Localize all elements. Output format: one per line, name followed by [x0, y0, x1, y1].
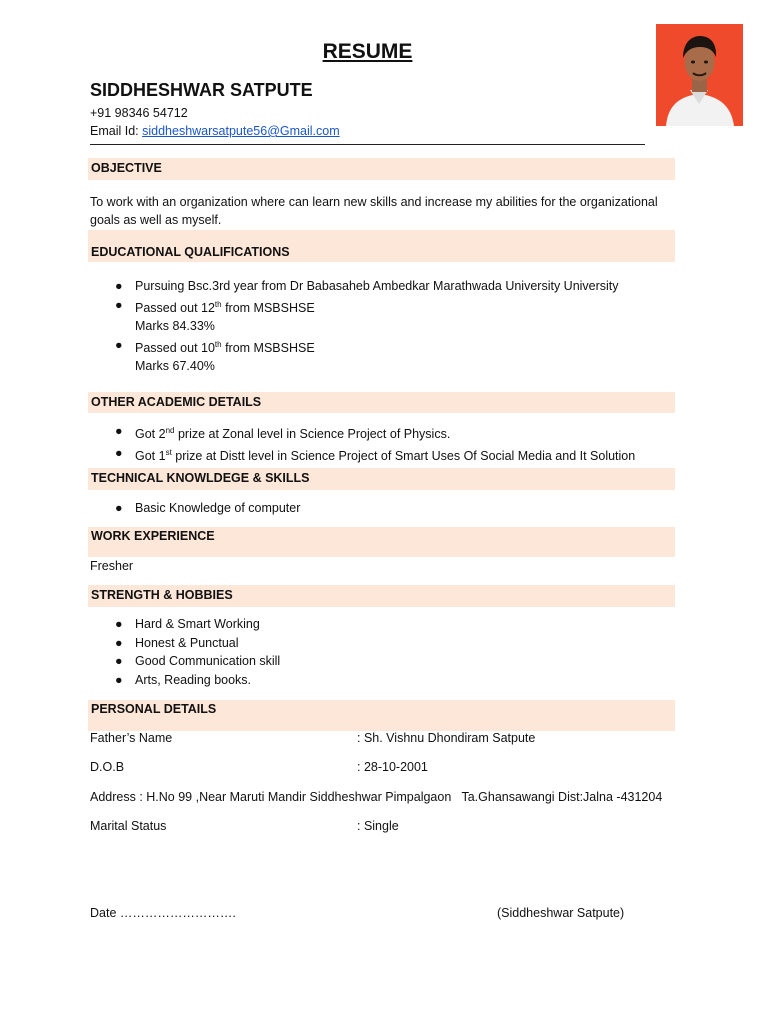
- bullet-icon: ●: [115, 424, 123, 438]
- superscript: th: [214, 299, 222, 309]
- section-header-personal: [88, 700, 675, 731]
- list-item: [90, 671, 280, 690]
- list-item: [90, 634, 280, 653]
- section-header-academic: [88, 392, 675, 413]
- list-item-text: from MSBSHSE: [221, 300, 315, 315]
- list-item: [90, 652, 280, 671]
- list-item: [90, 444, 635, 466]
- list-item: [90, 336, 619, 376]
- candidate-name: SIDDHESHWAR SATPUTE: [90, 80, 313, 100]
- objective-line: To work with an organization where can learn new skills and increase my abilities for the organizational: [90, 195, 658, 209]
- list-item-text: Good Communication skill: [135, 654, 281, 668]
- section-header-objective: [88, 158, 675, 180]
- marital-status-value: : Single: [357, 819, 399, 833]
- list-item-text: Pursuing Bsc.3rd year from Dr Babasaheb Ambedkar Marathwada University University: [135, 279, 619, 293]
- father-name-label: Father’s Name: [90, 731, 173, 745]
- technical-list: [90, 499, 300, 518]
- bullet-icon: ●: [115, 672, 123, 687]
- section-title: TECHNICAL KNOWLDEGE & SKILLS: [91, 471, 310, 485]
- superscript: th: [214, 339, 222, 349]
- list-item-text: prize at Distt level in Science Project of Smart Uses Of Social Media and It Solution: [171, 448, 636, 463]
- list-item: [90, 277, 619, 296]
- section-title: EDUCATIONAL QUALIFICATIONS: [91, 245, 290, 259]
- list-item-text: prize at Zonal level in Science Project of Physics.: [174, 427, 451, 442]
- dob-value: : 28-10-2001: [357, 760, 428, 774]
- list-item: [90, 499, 300, 518]
- dob-label: D.O.B: [90, 760, 125, 774]
- person-photo-icon: [656, 24, 743, 126]
- bullet-icon: ●: [115, 337, 123, 352]
- email-label: Email Id:: [90, 124, 143, 138]
- section-title: OTHER ACADEMIC DETAILS: [91, 395, 262, 409]
- section-title: PERSONAL DETAILS: [91, 702, 217, 716]
- bullet-icon: ●: [115, 635, 123, 650]
- superscript: st: [165, 447, 172, 457]
- objective-text: [90, 193, 658, 229]
- marks-text: Marks 84.33%: [135, 319, 215, 334]
- bullet-icon: ●: [115, 279, 123, 293]
- bullet-icon: ●: [115, 617, 123, 631]
- superscript: nd: [165, 426, 175, 435]
- father-name-value: : Sh. Vishnu Dhondiram Satpute: [357, 731, 536, 745]
- section-header-strength: [88, 585, 675, 607]
- section-title: OBJECTIVE: [91, 161, 162, 175]
- list-item: [90, 296, 619, 336]
- list-item-text: Hard & Smart Working: [135, 617, 260, 631]
- phone-number: +91 98346 54712: [90, 106, 188, 120]
- list-item-text: Passed out 10: [135, 340, 215, 355]
- list-item-text: Got 1: [135, 448, 166, 463]
- section-header-technical: [88, 468, 675, 490]
- section-header-work: [88, 527, 675, 557]
- bullet-icon: ●: [115, 445, 123, 460]
- work-text: Fresher: [90, 559, 134, 573]
- address-text: Address : H.No 99 ,Near Maruti Mandir Siddheshwar Pimpalgaon Ta.Ghansawangi Dist:Jalna -431204: [90, 790, 663, 804]
- marital-status-label: Marital Status: [90, 819, 167, 833]
- header-divider: [90, 144, 645, 145]
- list-item-text: Passed out 12: [135, 300, 215, 315]
- date-line: Date ……………………….: [90, 906, 236, 920]
- academic-list: [90, 422, 635, 465]
- bullet-icon: ●: [115, 297, 123, 312]
- list-item-text: Arts, Reading books.: [135, 672, 252, 687]
- list-item-text: Honest & Punctual: [135, 635, 239, 650]
- list-item-text: from MSBSHSE: [221, 340, 315, 355]
- email-line: [90, 124, 340, 138]
- list-item-text: Basic Knowledge of computer: [135, 501, 301, 515]
- bullet-icon: ●: [115, 501, 123, 515]
- list-item: [90, 422, 635, 444]
- list-item: [90, 615, 280, 634]
- marks-text: Marks 67.40%: [135, 359, 215, 374]
- section-title: WORK EXPERIENCE: [91, 529, 215, 543]
- bullet-icon: ●: [115, 654, 123, 668]
- objective-line: goals as well as myself.: [90, 213, 222, 227]
- profile-photo: [656, 24, 743, 126]
- page-title: RESUME: [322, 40, 413, 63]
- education-list: [90, 277, 619, 376]
- email-link[interactable]: siddheshwarsatpute56@Gmail.com: [142, 124, 340, 138]
- list-item-text: Got 2: [135, 427, 166, 442]
- section-title: STRENGTH & HOBBIES: [91, 588, 233, 602]
- section-header-education: [88, 230, 675, 262]
- signature-name: (Siddheshwar Satpute): [497, 906, 625, 920]
- strength-list: [90, 615, 280, 689]
